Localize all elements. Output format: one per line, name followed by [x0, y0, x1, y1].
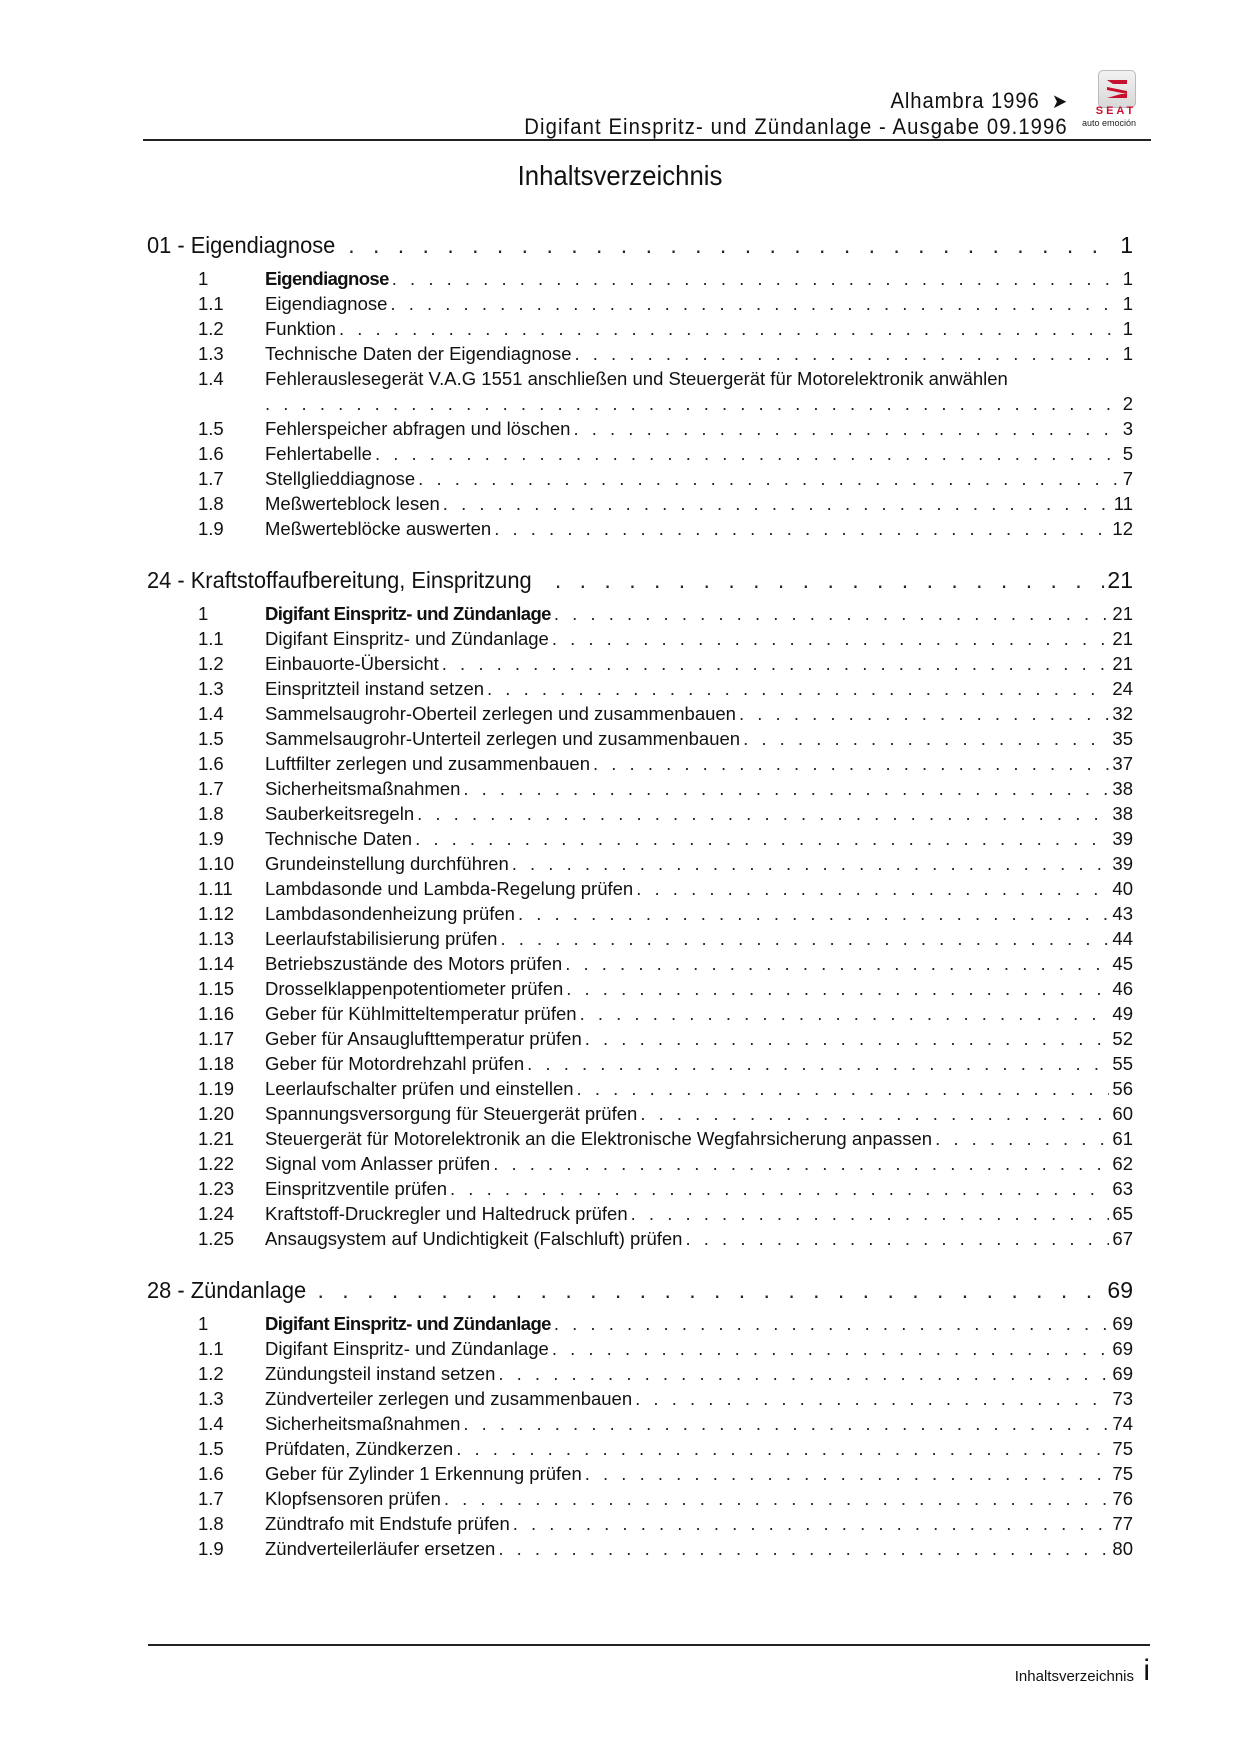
toc-entry[interactable]	[147, 678, 1133, 703]
toc-entry[interactable]	[147, 418, 1133, 443]
entry-number: 1.15	[198, 978, 235, 999]
entry-title: Fehlerauslesegerät V.A.G 1551 anschließen und Steuergerät für Motorelektronik anwählen	[265, 368, 1008, 389]
dot-leader	[631, 1203, 1110, 1225]
entry-number: 1.9	[198, 1538, 224, 1559]
dot-leader	[375, 443, 1120, 465]
toc-entry[interactable]	[147, 653, 1133, 678]
entry-title: Kraftstoff-Druckregler und Haltedruck prüfen	[265, 1203, 628, 1224]
seat-logo-icon	[1082, 70, 1166, 130]
dot-leader	[415, 828, 1109, 850]
entry-title: Sammelsaugrohr-Unterteil zerlegen und zusammenbauen	[265, 728, 741, 749]
entry-page: 5	[1122, 443, 1133, 464]
entry-number: 1.16	[198, 1003, 235, 1024]
entry-title: Geber für Kühlmitteltemperatur prüfen	[265, 1003, 577, 1024]
entry-page: 69	[1112, 1313, 1133, 1334]
entry-number: 1.8	[198, 803, 224, 824]
entry-page: 21	[1112, 653, 1133, 674]
dot-leader	[635, 1388, 1109, 1410]
toc-entry[interactable]	[147, 1338, 1133, 1363]
toc-entry[interactable]	[147, 368, 1133, 393]
entry-page: 39	[1112, 853, 1133, 874]
header-model-text: Alhambra 1996	[890, 88, 1040, 113]
entry-title: Lambdasondenheizung prüfen	[265, 903, 515, 924]
toc-entry[interactable]	[147, 268, 1133, 293]
dot-leader	[493, 1153, 1109, 1175]
entry-page: 1	[1122, 293, 1133, 314]
entry-number: 1.9	[198, 828, 224, 849]
toc-entry[interactable]	[147, 778, 1133, 803]
entry-page: 77	[1112, 1513, 1133, 1534]
entry-title: Signal vom Anlasser prüfen	[265, 1153, 491, 1174]
toc-entry[interactable]	[147, 1203, 1133, 1228]
entry-number: 1.12	[198, 903, 235, 924]
entry-title: Drosselklappenpotentiometer prüfen	[265, 978, 564, 999]
entry-title: Ansaugsystem auf Undichtigkeit (Falschluft) prüfen	[265, 1228, 683, 1249]
entry-number: 1.9	[198, 518, 224, 539]
dot-leader	[577, 1078, 1110, 1100]
entry-page: 67	[1112, 1228, 1133, 1249]
entry-page: 65	[1112, 1203, 1133, 1224]
dot-leader	[575, 343, 1120, 365]
dot-leader	[463, 778, 1109, 800]
entry-page: 74	[1112, 1413, 1133, 1434]
entry-number: 1.4	[198, 368, 224, 389]
dot-leader	[935, 1128, 1109, 1150]
dot-leader	[500, 928, 1109, 950]
entry-title: Fehlerspeicher abfragen und löschen	[265, 418, 571, 439]
dot-leader	[443, 493, 1111, 515]
entry-page: 75	[1112, 1438, 1133, 1459]
entry-page: 24	[1112, 678, 1133, 699]
entry-page: 37	[1112, 753, 1133, 774]
toc-entry-continuation[interactable]	[147, 393, 1133, 418]
dot-leader	[392, 268, 1120, 290]
chapter-title: 24 - Kraftstoffaufbereitung, Einspritzung	[147, 567, 532, 593]
dot-leader	[442, 653, 1110, 675]
entry-title: Eigendiagnose	[265, 293, 388, 314]
dot-leader	[743, 728, 1109, 750]
entry-title: Geber für Zylinder 1 Erkennung prüfen	[265, 1463, 582, 1484]
entry-number: 1.25	[198, 1228, 235, 1249]
dot-leader	[487, 678, 1109, 700]
logo-emblem	[1098, 70, 1136, 108]
entry-title: Funktion	[265, 318, 336, 339]
entry-title: Betriebszustände des Motors prüfen	[265, 953, 563, 974]
toc-entry[interactable]	[147, 728, 1133, 753]
entry-number: 1.23	[198, 1178, 235, 1199]
entry-title: Leerlaufstabilisierung prüfen	[265, 928, 498, 949]
entry-number: 1	[198, 268, 209, 289]
entry-page: 1	[1122, 343, 1133, 364]
entry-title: Technische Daten der Eigendiagnose	[265, 343, 572, 364]
entry-title: Digifant Einspritz- und Zündanlage	[265, 1338, 549, 1359]
dot-leader	[456, 1438, 1109, 1460]
dot-leader	[513, 1513, 1110, 1535]
dot-leader	[593, 753, 1109, 775]
dot-leader	[552, 628, 1110, 650]
entry-number: 1.2	[198, 318, 224, 339]
entry-title: Luftfilter zerlegen und zusammenbauen	[265, 753, 590, 774]
toc-entry[interactable]	[147, 1488, 1133, 1513]
toc-entry[interactable]	[147, 1178, 1133, 1203]
entry-number: 1.1	[198, 1338, 224, 1359]
entry-number: 1.8	[198, 1513, 224, 1534]
entry-page: 55	[1112, 1053, 1133, 1074]
entry-page: 43	[1112, 903, 1133, 924]
dot-leader	[565, 953, 1109, 975]
entry-page: 73	[1112, 1388, 1133, 1409]
entry-page: 11	[1113, 493, 1133, 514]
dot-leader	[555, 567, 1105, 594]
toc-entry[interactable]	[147, 343, 1133, 368]
toc-entry[interactable]	[147, 853, 1133, 878]
toc-entry[interactable]	[147, 803, 1133, 828]
toc-entry[interactable]	[147, 1128, 1133, 1153]
toc-entry[interactable]	[147, 1003, 1133, 1028]
dot-leader	[463, 1413, 1109, 1435]
toc-entry[interactable]	[147, 878, 1133, 903]
dot-leader	[527, 1053, 1109, 1075]
entry-title: Digifant Einspritz- und Zündanlage	[265, 628, 549, 649]
toc-entry[interactable]	[147, 1413, 1133, 1438]
entry-title: Technische Daten	[265, 828, 413, 849]
toc-entry[interactable]	[147, 1153, 1133, 1178]
entry-title: Sauberkeitsregeln	[265, 803, 415, 824]
entry-title: Prüfdaten, Zündkerzen	[265, 1438, 454, 1459]
entry-title: Zündtrafo mit Endstufe prüfen	[265, 1513, 510, 1534]
entry-title: Einspritzventile prüfen	[265, 1178, 448, 1199]
logo-tagline: auto emoción	[1082, 118, 1137, 128]
dot-leader	[265, 393, 1120, 415]
entry-number: 1.2	[198, 653, 224, 674]
dot-leader	[552, 1338, 1110, 1360]
chapter-page: 1	[1120, 232, 1133, 258]
entry-title: Leerlaufschalter prüfen und einstellen	[265, 1078, 574, 1099]
entry-page: 52	[1112, 1028, 1133, 1049]
dot-leader	[573, 418, 1119, 440]
dot-leader	[339, 318, 1120, 340]
entry-title: Sammelsaugrohr-Oberteil zerlegen und zusammenbauen	[265, 703, 736, 724]
dot-leader	[518, 903, 1109, 925]
entry-page: 69	[1112, 1363, 1133, 1384]
entry-title: Einspritzteil instand setzen	[265, 678, 485, 699]
toc-chapter[interactable]	[147, 567, 1133, 603]
header-model	[890, 88, 1068, 114]
entry-page: 49	[1112, 1003, 1133, 1024]
dot-leader	[498, 1538, 1109, 1560]
entry-title: Steuergerät für Motorelektronik an die Elektronische Wegfahrsicherung anpassen	[265, 1128, 933, 1149]
entry-number: 1.14	[198, 953, 235, 974]
entry-title: Digifant Einspritz- und Zündanlage	[265, 1313, 551, 1334]
footer-label: Inhaltsverzeichnis	[1014, 1668, 1134, 1685]
entry-page: 32	[1112, 703, 1133, 724]
entry-page: 12	[1112, 518, 1133, 539]
entry-page: 2	[1122, 393, 1133, 414]
dot-leader	[348, 232, 1117, 259]
dot-leader	[554, 1313, 1110, 1335]
entry-title: Sicherheitsmaßnahmen	[265, 778, 461, 799]
entry-page: 7	[1122, 468, 1133, 489]
entry-page: 80	[1112, 1538, 1133, 1559]
toc-entry[interactable]	[147, 1028, 1133, 1053]
entry-number: 1.22	[198, 1153, 235, 1174]
toc-entry[interactable]	[147, 753, 1133, 778]
entry-number: 1.6	[198, 753, 224, 774]
table-of-contents	[147, 232, 1133, 1563]
chapter-page: 21	[1107, 567, 1133, 593]
entry-number: 1.6	[198, 1463, 224, 1484]
entry-title: Einbauorte-Übersicht	[265, 653, 439, 674]
entry-number: 1.8	[198, 493, 224, 514]
toc-entry[interactable]	[147, 1228, 1133, 1253]
dot-leader	[580, 1003, 1110, 1025]
dot-leader	[636, 878, 1109, 900]
page-title: Inhaltsverzeichnis	[517, 160, 723, 191]
entry-page: 40	[1112, 878, 1133, 899]
entry-page: 75	[1112, 1463, 1133, 1484]
entry-title: Stellglieddiagnose	[265, 468, 416, 489]
toc-chapter[interactable]	[147, 1277, 1133, 1313]
entry-number: 1.5	[198, 1438, 224, 1459]
toc-entry[interactable]	[147, 318, 1133, 343]
entry-title: Meßwerteblock lesen	[265, 493, 440, 514]
entry-number: 1.18	[198, 1053, 235, 1074]
toc-entry[interactable]	[147, 628, 1133, 653]
toc-entry[interactable]	[147, 468, 1133, 493]
toc-entry[interactable]	[147, 1103, 1133, 1128]
entry-title: Grundeinstellung durchführen	[265, 853, 509, 874]
entry-title: Eigendiagnose	[265, 268, 389, 289]
dot-leader	[585, 1463, 1110, 1485]
entry-page: 21	[1112, 628, 1133, 649]
entry-page: 45	[1112, 953, 1133, 974]
entry-number: 1.3	[198, 1388, 224, 1409]
entry-number: 1.4	[198, 1413, 224, 1434]
entry-page: 46	[1112, 978, 1133, 999]
entry-title: Lambdasonde und Lambda-Regelung prüfen	[265, 878, 634, 899]
footer-divider	[148, 1644, 1150, 1646]
toc-entry[interactable]	[147, 703, 1133, 728]
entry-page: 1	[1122, 318, 1133, 339]
entry-title: Zündverteiler zerlegen und zusammenbauen	[265, 1388, 633, 1409]
entry-page: 38	[1112, 803, 1133, 824]
dot-leader	[566, 978, 1109, 1000]
entry-page: 69	[1112, 1338, 1133, 1359]
toc-entry[interactable]	[147, 1438, 1133, 1463]
entry-page: 61	[1112, 1128, 1133, 1149]
entry-title: Spannungsversorgung für Steuergerät prüfen	[265, 1103, 638, 1124]
toc-entry[interactable]	[147, 443, 1133, 468]
entry-number: 1.13	[198, 928, 235, 949]
entry-number: 1.5	[198, 418, 224, 439]
entry-number: 1.3	[198, 678, 224, 699]
entry-page: 62	[1112, 1153, 1133, 1174]
toc-entry[interactable]	[147, 1388, 1133, 1413]
entry-title: Sicherheitsmaßnahmen	[265, 1413, 461, 1434]
entry-page: 63	[1112, 1178, 1133, 1199]
toc-entry[interactable]	[147, 903, 1133, 928]
toc-entry[interactable]	[147, 978, 1133, 1003]
dot-leader	[444, 1488, 1110, 1510]
toc-entry[interactable]	[147, 603, 1133, 628]
entry-page: 56	[1112, 1078, 1133, 1099]
entry-title: Geber für Ansauglufttemperatur prüfen	[265, 1028, 582, 1049]
header-divider	[143, 139, 1151, 141]
entry-number: 1.7	[198, 468, 224, 489]
entry-title: Klopfsensoren prüfen	[265, 1488, 441, 1509]
entry-page: 3	[1122, 418, 1133, 439]
entry-title: Meßwerteblöcke auswerten	[265, 518, 492, 539]
entry-page: 1	[1122, 268, 1133, 289]
toc-entry[interactable]	[147, 1078, 1133, 1103]
entry-number: 1.17	[198, 1028, 235, 1049]
toc-entry[interactable]	[147, 518, 1133, 543]
entry-title: Digifant Einspritz- und Zündanlage	[265, 603, 551, 624]
entry-number: 1.3	[198, 343, 224, 364]
entry-number: 1.24	[198, 1203, 235, 1224]
toc-entry[interactable]	[147, 928, 1133, 953]
entry-page: 76	[1112, 1488, 1133, 1509]
entry-page: 39	[1112, 828, 1133, 849]
entry-number: 1.1	[198, 628, 224, 649]
entry-page: 38	[1112, 778, 1133, 799]
entry-number: 1	[198, 1313, 209, 1334]
toc-entry[interactable]	[147, 1463, 1133, 1488]
toc-chapter[interactable]	[147, 232, 1133, 268]
dot-leader	[417, 803, 1109, 825]
dot-leader	[554, 603, 1110, 625]
entry-title: Zündungsteil instand setzen	[265, 1363, 496, 1384]
toc-entry[interactable]	[147, 493, 1133, 518]
entry-number: 1.5	[198, 728, 224, 749]
dot-leader	[640, 1103, 1109, 1125]
entry-number: 1.7	[198, 1488, 224, 1509]
entry-number: 1.4	[198, 703, 224, 724]
dot-leader	[685, 1228, 1109, 1250]
entry-number: 1.7	[198, 778, 224, 799]
entry-number: 1	[198, 603, 209, 624]
entry-number: 1.10	[198, 853, 235, 874]
toc-entry[interactable]	[147, 1513, 1133, 1538]
logo-brand: SEAT	[1095, 105, 1137, 117]
dot-leader	[585, 1028, 1110, 1050]
footer-page-number: i	[1143, 1654, 1150, 1687]
entry-page: 44	[1112, 928, 1133, 949]
dot-leader	[498, 1363, 1109, 1385]
chapter-title: 01 - Eigendiagnose	[147, 232, 336, 258]
arrow-right-icon: ➤	[1051, 91, 1068, 113]
dot-leader	[512, 853, 1110, 875]
entry-page: 21	[1112, 603, 1133, 624]
toc-entry[interactable]	[147, 1538, 1133, 1563]
dot-leader	[318, 1277, 1105, 1304]
chapter-page: 69	[1107, 1277, 1133, 1303]
entry-number: 1.21	[198, 1128, 235, 1149]
dot-leader	[390, 293, 1119, 315]
dot-leader	[739, 703, 1109, 725]
chapter-title: 28 - Zündanlage	[147, 1277, 307, 1303]
entry-number: 1.19	[198, 1078, 235, 1099]
toc-entry[interactable]	[147, 1053, 1133, 1078]
dot-leader	[494, 518, 1109, 540]
header-subtitle: Digifant Einspritz- und Zündanlage - Ausgabe 09.1996	[524, 114, 1068, 139]
dot-leader	[450, 1178, 1109, 1200]
entry-title: Geber für Motordrehzahl prüfen	[265, 1053, 525, 1074]
entry-number: 1.20	[198, 1103, 235, 1124]
entry-number: 1.2	[198, 1363, 224, 1384]
entry-page: 35	[1112, 728, 1133, 749]
toc-entry[interactable]	[147, 1313, 1133, 1338]
entry-title: Zündverteilerläufer ersetzen	[265, 1538, 496, 1559]
entry-number: 1.1	[198, 293, 224, 314]
entry-page: 60	[1112, 1103, 1133, 1124]
dot-leader	[418, 468, 1120, 490]
toc-entry[interactable]	[147, 293, 1133, 318]
entry-title: Fehlertabelle	[265, 443, 372, 464]
toc-entry[interactable]	[147, 1363, 1133, 1388]
toc-entry[interactable]	[147, 828, 1133, 853]
toc-entry[interactable]	[147, 953, 1133, 978]
entry-number: 1.6	[198, 443, 224, 464]
entry-number: 1.11	[198, 878, 233, 899]
